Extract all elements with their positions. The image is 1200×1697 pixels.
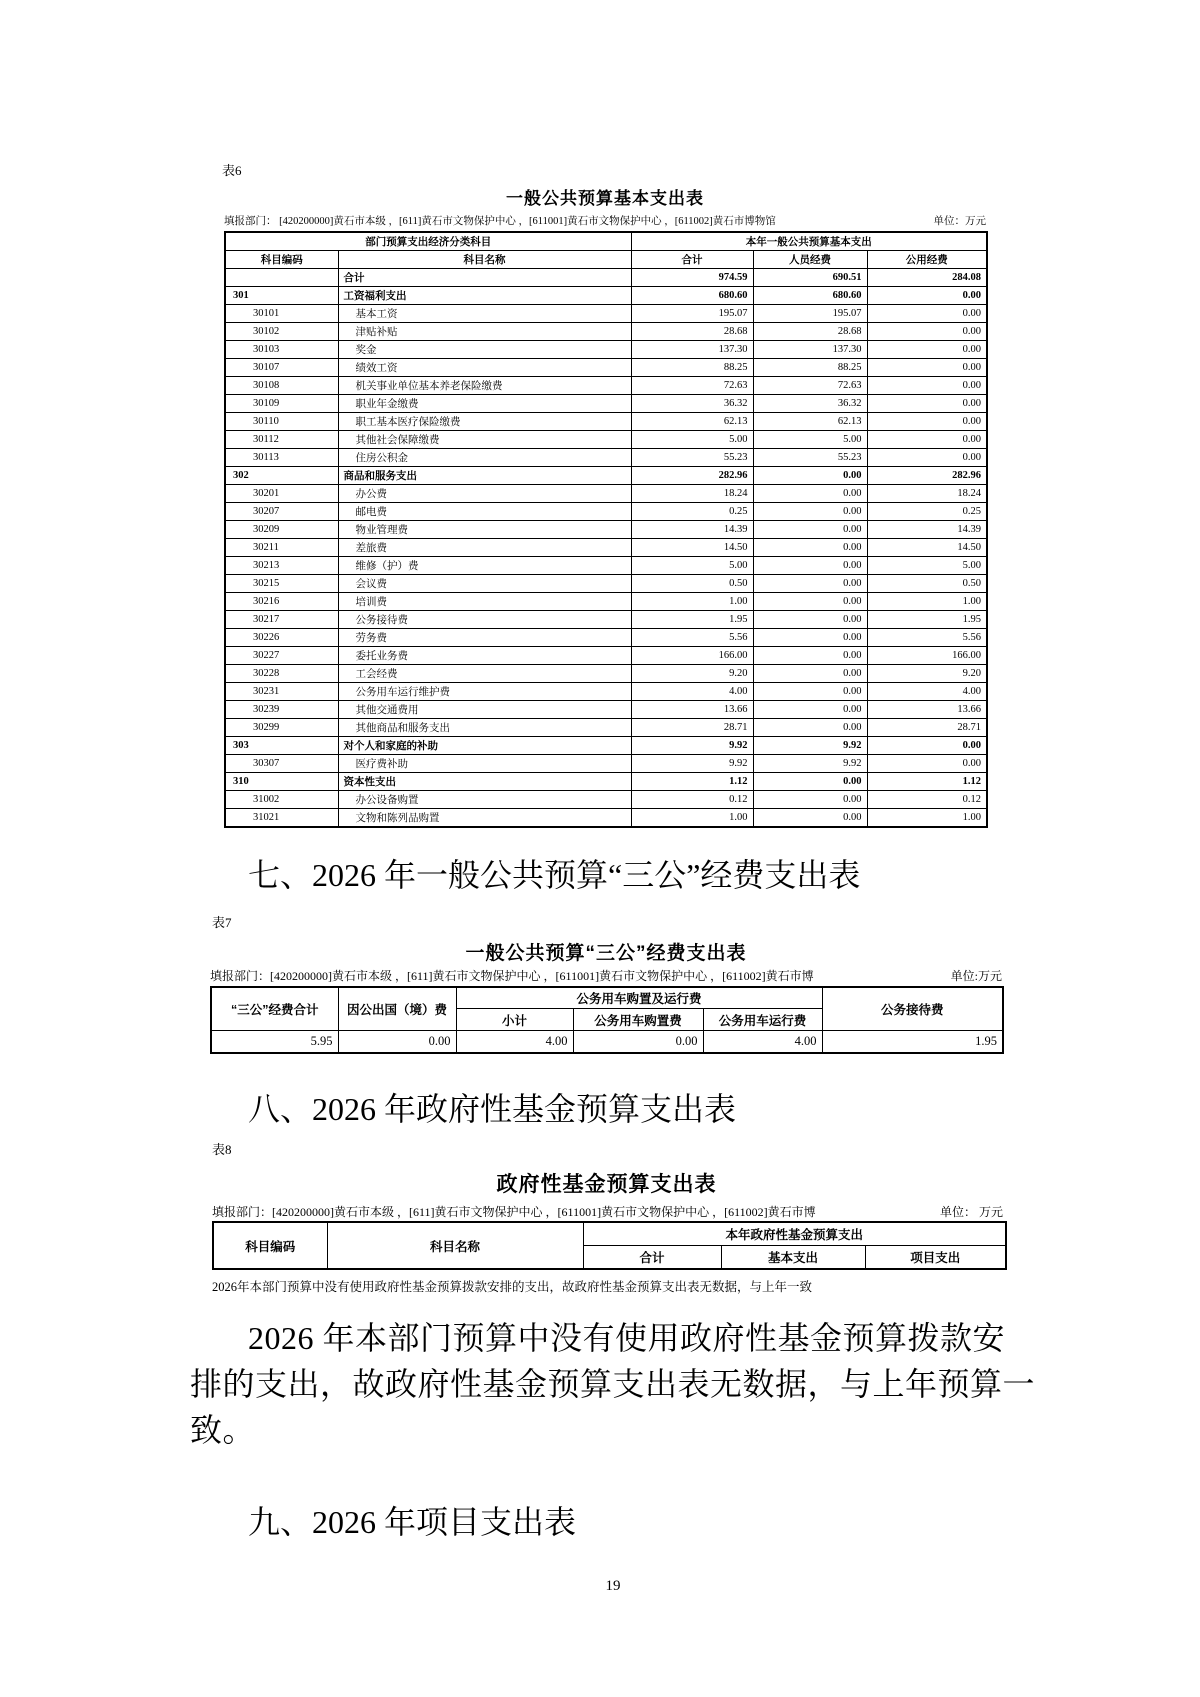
cell-personnel: 9.92 — [753, 737, 867, 755]
cell-total: 14.50 — [631, 539, 753, 557]
cell-name: 住房公积金 — [338, 449, 631, 467]
table8-col-group: 本年政府性基金预算支出 — [583, 1222, 1006, 1245]
cell-total: 28.71 — [631, 719, 753, 737]
cell-total: 5.56 — [631, 629, 753, 647]
cell-name: 办公设备购置 — [338, 791, 631, 809]
cell-name: 维修（护）费 — [338, 557, 631, 575]
cell-code: 30207 — [225, 503, 338, 521]
cell-code: 30215 — [225, 575, 338, 593]
cell-code: 30101 — [225, 305, 338, 323]
table6-col-public: 公用经费 — [867, 251, 987, 269]
cell-name: 其他交通费用 — [338, 701, 631, 719]
cell-personnel: 0.00 — [753, 773, 867, 791]
cell-name: 合计 — [338, 269, 631, 287]
table6-row — [225, 575, 987, 593]
cell-public: 0.00 — [867, 287, 987, 305]
cell-public: 9.20 — [867, 665, 987, 683]
cell-total: 9.92 — [631, 737, 753, 755]
cell-personnel: 0.00 — [753, 791, 867, 809]
cell-total: 5.00 — [631, 557, 753, 575]
cell-code: 30216 — [225, 593, 338, 611]
table8-label: 表8 — [212, 1142, 232, 1157]
cell-public: 0.25 — [867, 503, 987, 521]
cell-personnel: 0.00 — [753, 575, 867, 593]
cell-code — [225, 269, 338, 287]
table7-unit: 单位:万元 — [950, 969, 1002, 983]
table6-row — [225, 413, 987, 431]
cell-name: 委托业务费 — [338, 647, 631, 665]
table6-row — [225, 557, 987, 575]
cell-personnel: 0.00 — [753, 539, 867, 557]
cell-public: 166.00 — [867, 647, 987, 665]
cell-total: 13.66 — [631, 701, 753, 719]
paragraph-line: 致。 — [190, 1412, 256, 1448]
table6-row — [225, 611, 987, 629]
table6-row — [225, 305, 987, 323]
table6-row — [225, 755, 987, 773]
cell-code: 310 — [225, 773, 338, 791]
table6-row — [225, 719, 987, 737]
section7-heading: 七、2026 年一般公共预算“三公”经费支出表 — [248, 857, 861, 893]
table6-col-name: 科目名称 — [338, 251, 631, 269]
cell-name: 职工基本医疗保险缴费 — [338, 413, 631, 431]
table6-title: 一般公共预算基本支出表 — [506, 189, 704, 208]
cell-name: 基本工资 — [338, 305, 631, 323]
table6-row — [225, 647, 987, 665]
table6-header-group-right: 本年一般公共预算基本支出 — [631, 232, 987, 251]
cell-name: 绩效工资 — [338, 359, 631, 377]
cell-total: 72.63 — [631, 377, 753, 395]
table6-row — [225, 431, 987, 449]
cell-personnel: 0.00 — [753, 611, 867, 629]
table7-col-abroad: 因公出国（境）费 — [338, 987, 456, 1031]
table7-value-reception: 1.95 — [822, 1031, 1003, 1053]
cell-total: 166.00 — [631, 647, 753, 665]
cell-personnel: 137.30 — [753, 341, 867, 359]
cell-public: 284.08 — [867, 269, 987, 287]
table6-row — [225, 629, 987, 647]
cell-total: 0.50 — [631, 575, 753, 593]
cell-personnel: 0.00 — [753, 665, 867, 683]
cell-total: 18.24 — [631, 485, 753, 503]
cell-code: 30299 — [225, 719, 338, 737]
cell-code: 30239 — [225, 701, 338, 719]
table7-col-vehicle-group: 公务用车购置及运行费 — [456, 987, 822, 1009]
cell-personnel: 88.25 — [753, 359, 867, 377]
cell-total: 195.07 — [631, 305, 753, 323]
cell-name: 津贴补贴 — [338, 323, 631, 341]
cell-personnel: 0.00 — [753, 683, 867, 701]
table8-col-code: 科目编码 — [213, 1222, 327, 1269]
cell-public: 28.71 — [867, 719, 987, 737]
cell-name: 办公费 — [338, 485, 631, 503]
cell-personnel: 62.13 — [753, 413, 867, 431]
cell-name: 劳务费 — [338, 629, 631, 647]
cell-personnel: 0.00 — [753, 521, 867, 539]
table6-meta — [224, 213, 986, 228]
page-number: 19 — [605, 1578, 621, 1594]
cell-code: 30110 — [225, 413, 338, 431]
cell-personnel: 0.00 — [753, 467, 867, 485]
cell-public: 0.12 — [867, 791, 987, 809]
table7-col-reception: 公务接待费 — [822, 987, 1003, 1031]
cell-total: 28.68 — [631, 323, 753, 341]
cell-code: 301 — [225, 287, 338, 305]
cell-total: 0.25 — [631, 503, 753, 521]
cell-total: 5.00 — [631, 431, 753, 449]
table6-row — [225, 287, 987, 305]
cell-name: 商品和服务支出 — [338, 467, 631, 485]
cell-name: 邮电费 — [338, 503, 631, 521]
cell-code: 30307 — [225, 755, 338, 773]
cell-personnel: 0.00 — [753, 809, 867, 828]
table6-col-code: 科目编码 — [225, 251, 338, 269]
table8-col-project: 项目支出 — [865, 1245, 1006, 1269]
cell-name: 机关事业单位基本养老保险缴费 — [338, 377, 631, 395]
table6-row — [225, 485, 987, 503]
table6-unit: 单位：万元 — [933, 216, 986, 227]
cell-name: 职业年金缴费 — [338, 395, 631, 413]
cell-total: 137.30 — [631, 341, 753, 359]
table6-department: 填报部门： [420200000]黄石市本级 ，[611]黄石市文物保护中心 ，[611001]黄石市文物保护中心 ，[611002]黄石市博物馆 — [224, 216, 776, 227]
table6-col-personnel: 人员经费 — [753, 251, 867, 269]
table8-title: 政府性基金预算支出表 — [496, 1173, 717, 1196]
table6-header-group-left: 部门预算支出经济分类科目 — [225, 232, 631, 251]
cell-name: 医疗费补助 — [338, 755, 631, 773]
table7-value-subtotal: 4.00 — [456, 1031, 573, 1053]
section8-heading: 八、2026 年政府性基金预算支出表 — [248, 1091, 737, 1127]
table7 — [210, 986, 1004, 1054]
cell-code: 30228 — [225, 665, 338, 683]
table6-row — [225, 323, 987, 341]
cell-personnel: 72.63 — [753, 377, 867, 395]
cell-code: 30109 — [225, 395, 338, 413]
cell-public: 0.00 — [867, 323, 987, 341]
table6-row — [225, 395, 987, 413]
cell-personnel: 0.00 — [753, 503, 867, 521]
table6-row — [225, 467, 987, 485]
cell-code: 302 — [225, 467, 338, 485]
cell-code: 30108 — [225, 377, 338, 395]
table7-data-row — [211, 1031, 1003, 1053]
table6-row — [225, 593, 987, 611]
cell-public: 13.66 — [867, 701, 987, 719]
table7-value-operation: 4.00 — [703, 1031, 822, 1053]
cell-personnel: 690.51 — [753, 269, 867, 287]
cell-public: 14.39 — [867, 521, 987, 539]
table7-col-operation: 公务用车运行费 — [703, 1009, 822, 1031]
cell-code: 30227 — [225, 647, 338, 665]
table7-value-abroad: 0.00 — [338, 1031, 456, 1053]
cell-public: 0.00 — [867, 395, 987, 413]
cell-total: 0.12 — [631, 791, 753, 809]
cell-code: 30209 — [225, 521, 338, 539]
cell-public: 0.00 — [867, 377, 987, 395]
table6-header-row — [225, 251, 987, 269]
cell-personnel: 680.60 — [753, 287, 867, 305]
table8-col-basic: 基本支出 — [721, 1245, 865, 1269]
table7-header-row-1 — [211, 987, 1003, 1009]
cell-code: 30226 — [225, 629, 338, 647]
cell-public: 0.00 — [867, 431, 987, 449]
cell-personnel: 36.32 — [753, 395, 867, 413]
cell-name: 物业管理费 — [338, 521, 631, 539]
table7-title: 一般公共预算“三公”经费支出表 — [465, 943, 747, 964]
table7-col-purchase: 公务用车购置费 — [573, 1009, 703, 1031]
cell-total: 1.12 — [631, 773, 753, 791]
cell-total: 36.32 — [631, 395, 753, 413]
cell-code: 30102 — [225, 323, 338, 341]
cell-total: 4.00 — [631, 683, 753, 701]
cell-name: 其他社会保障缴费 — [338, 431, 631, 449]
cell-personnel: 55.23 — [753, 449, 867, 467]
cell-total: 9.92 — [631, 755, 753, 773]
table6-row — [225, 449, 987, 467]
table6-header-group-row — [225, 232, 987, 251]
table8-col-total: 合计 — [583, 1245, 721, 1269]
cell-name: 其他商品和服务支出 — [338, 719, 631, 737]
table6-row — [225, 791, 987, 809]
cell-personnel: 195.07 — [753, 305, 867, 323]
paragraph-line: 2026 年本部门预算中没有使用政府性基金预算拨款安 — [248, 1320, 1006, 1356]
cell-personnel: 5.00 — [753, 431, 867, 449]
cell-public: 1.12 — [867, 773, 987, 791]
cell-total: 282.96 — [631, 467, 753, 485]
table8-department: 填报部门：[420200000]黄石市本级 ，[611]黄石市文物保护中心 ，[611001]黄石市文物保护中心 ，[611002]黄石市博 — [212, 1205, 816, 1219]
cell-personnel: 0.00 — [753, 593, 867, 611]
cell-code: 30211 — [225, 539, 338, 557]
table6-col-total: 合计 — [631, 251, 753, 269]
cell-public: 282.96 — [867, 467, 987, 485]
cell-public: 0.00 — [867, 737, 987, 755]
table6-row — [225, 521, 987, 539]
table8-meta — [212, 1203, 1003, 1220]
cell-public: 0.00 — [867, 359, 987, 377]
table7-department: 填报部门：[420200000]黄石市本级 ，[611]黄石市文物保护中心 ，[611001]黄石市文物保护中心 ，[611002]黄石市博 — [210, 969, 814, 983]
section9-heading: 九、2026 年项目支出表 — [248, 1504, 577, 1540]
table7-value-total: 5.95 — [211, 1031, 338, 1053]
table6-row — [225, 341, 987, 359]
cell-code: 30231 — [225, 683, 338, 701]
cell-name: 工会经费 — [338, 665, 631, 683]
cell-total: 974.59 — [631, 269, 753, 287]
table7-label: 表7 — [212, 915, 232, 930]
cell-public: 1.00 — [867, 809, 987, 828]
cell-public: 0.50 — [867, 575, 987, 593]
cell-code: 30103 — [225, 341, 338, 359]
cell-public: 4.00 — [867, 683, 987, 701]
cell-public: 0.00 — [867, 413, 987, 431]
cell-code: 31021 — [225, 809, 338, 828]
table7-value-purchase: 0.00 — [573, 1031, 703, 1053]
table6-row — [225, 377, 987, 395]
cell-code: 30201 — [225, 485, 338, 503]
table6 — [224, 231, 988, 828]
table6-row — [225, 809, 987, 828]
cell-personnel: 9.92 — [753, 755, 867, 773]
cell-code: 30217 — [225, 611, 338, 629]
table6-row — [225, 737, 987, 755]
cell-code: 30107 — [225, 359, 338, 377]
cell-name: 公务用车运行维护费 — [338, 683, 631, 701]
table6-row — [225, 773, 987, 791]
table7-col-total: “三公”经费合计 — [211, 987, 338, 1031]
table7-col-subtotal: 小计 — [456, 1009, 573, 1031]
cell-code: 303 — [225, 737, 338, 755]
paragraph-line: 排的支出，故政府性基金预算支出表无数据，与上年预算一 — [190, 1366, 1036, 1402]
table8-unit: 单位： 万元 — [939, 1205, 1003, 1219]
cell-total: 62.13 — [631, 413, 753, 431]
table6-row — [225, 701, 987, 719]
table8-note: 2026年本部门预算中没有使用政府性基金预算拨款安排的支出，故政府性基金预算支出表无数据，与上年一致 — [212, 1280, 813, 1294]
cell-public: 5.00 — [867, 557, 987, 575]
cell-name: 文物和陈列品购置 — [338, 809, 631, 828]
cell-code: 30112 — [225, 431, 338, 449]
cell-personnel: 0.00 — [753, 629, 867, 647]
table6-row — [225, 359, 987, 377]
cell-name: 资本性支出 — [338, 773, 631, 791]
cell-personnel: 0.00 — [753, 701, 867, 719]
table8-header-row-1 — [213, 1222, 1006, 1245]
cell-total: 55.23 — [631, 449, 753, 467]
table6-row — [225, 539, 987, 557]
cell-total: 14.39 — [631, 521, 753, 539]
cell-name: 差旅费 — [338, 539, 631, 557]
table8 — [212, 1221, 1007, 1270]
cell-public: 5.56 — [867, 629, 987, 647]
cell-public: 1.00 — [867, 593, 987, 611]
table6-row — [225, 665, 987, 683]
body-paragraph — [190, 1315, 1050, 1453]
cell-public: 14.50 — [867, 539, 987, 557]
cell-name: 对个人和家庭的补助 — [338, 737, 631, 755]
cell-total: 88.25 — [631, 359, 753, 377]
table6-body — [225, 269, 987, 828]
cell-public: 0.00 — [867, 341, 987, 359]
cell-personnel: 0.00 — [753, 719, 867, 737]
table6-row — [225, 269, 987, 287]
table6-row — [225, 503, 987, 521]
cell-code: 30113 — [225, 449, 338, 467]
cell-personnel: 0.00 — [753, 647, 867, 665]
cell-code: 30213 — [225, 557, 338, 575]
table6-label: 表6 — [222, 163, 242, 178]
cell-name: 工资福利支出 — [338, 287, 631, 305]
table8-col-name: 科目名称 — [327, 1222, 583, 1269]
cell-public: 0.00 — [867, 305, 987, 323]
cell-public: 0.00 — [867, 449, 987, 467]
cell-personnel: 0.00 — [753, 557, 867, 575]
cell-name: 培训费 — [338, 593, 631, 611]
cell-public: 18.24 — [867, 485, 987, 503]
cell-personnel: 28.68 — [753, 323, 867, 341]
cell-name: 奖金 — [338, 341, 631, 359]
cell-total: 1.00 — [631, 593, 753, 611]
cell-name: 公务接待费 — [338, 611, 631, 629]
cell-code: 31002 — [225, 791, 338, 809]
cell-public: 1.95 — [867, 611, 987, 629]
cell-personnel: 0.00 — [753, 485, 867, 503]
cell-name: 会议费 — [338, 575, 631, 593]
table6-row — [225, 683, 987, 701]
cell-total: 1.95 — [631, 611, 753, 629]
cell-total: 9.20 — [631, 665, 753, 683]
cell-total: 680.60 — [631, 287, 753, 305]
table7-meta — [210, 967, 1002, 984]
cell-public: 0.00 — [867, 755, 987, 773]
cell-total: 1.00 — [631, 809, 753, 828]
